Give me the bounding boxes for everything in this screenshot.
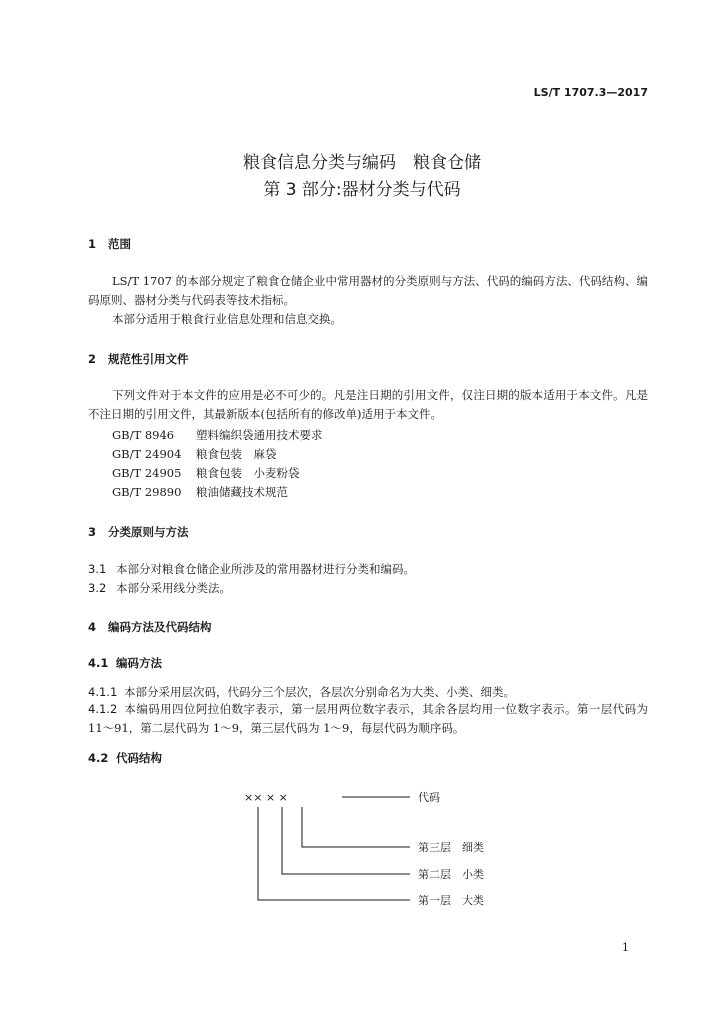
paragraph: 下列文件对于本文件的应用是必不可少的。凡是注日期的引用文件，仅注日期的版本适用于本文件。凡是不注日期的引用文件，其最新版本(包括所有的修改单)适用于本文件。 [88,388,648,421]
section-title: 范围 [108,237,132,251]
section-number: 1 [88,237,97,251]
paragraph: 本部分适用于粮食行业信息处理和信息交换。 [112,312,342,326]
clause-number: 4.1.2 [88,702,118,716]
section-heading [88,619,212,635]
document-subtitle: 第 3 部分:器材分类与代码 [263,180,461,200]
section-number: 4 [88,620,97,634]
level3-connector [302,807,410,847]
level2-connector [282,807,410,874]
section-heading [88,236,131,252]
section-heading [88,351,189,367]
subsection-number: 4.1 [88,656,109,670]
clause-item [88,580,231,596]
code-structure-diagram [230,785,490,910]
document-title: 粮食信息分类与编码 粮食仓储 [243,153,481,173]
reference-code: GB/T 29890 [112,485,182,499]
reference-title: 粮油储藏技术规范 [196,485,288,499]
subsection-title: 编码方法 [116,656,162,670]
paragraph: LS/T 1707 的本部分规定了粮食仓储企业中常用器材的分类原则与方法、代码的编码方法、代码结构、编码原则、器材分类与代码表等技术指标。 [88,274,648,307]
clause-item [88,561,415,577]
subsection-number: 4.2 [88,751,109,765]
reference-item [112,427,323,443]
clause-number: 3.1 [88,562,107,576]
clause-number: 3.2 [88,581,107,595]
subsection-title: 代码结构 [116,751,162,765]
clause-text: 本部分采用线分类法。 [116,581,231,595]
section-title: 规范性引用文件 [108,352,189,366]
reference-item [112,465,300,481]
clause-text: 本部分对粮食仓储企业所涉及的常用器材进行分类和编码。 [116,562,415,576]
section-number: 2 [88,352,97,366]
clause-text: 本部分采用层次码，代码分三个层次，各层次分别命名为大类、小类、细类。 [124,685,515,699]
standard-code: LS/T 1707.3—2017 [533,86,648,99]
code-label: 代码 [418,791,440,804]
level2-label: 第二层 小类 [418,868,484,881]
section-title: 编码方法及代码结构 [108,620,212,634]
level1-connector [258,807,410,900]
section-number: 3 [88,525,97,539]
reference-item [112,484,288,500]
reference-title: 粮食包装 小麦粉袋 [196,466,300,480]
reference-code: GB/T 8946 [112,428,175,442]
level3-label: 第三层 细类 [418,841,484,854]
level1-label: 第一层 大类 [418,894,484,907]
reference-item [112,446,277,462]
clause-item [88,684,515,700]
clause-item [88,700,648,738]
code-symbols: ×× × × [244,791,288,804]
subsection-heading [88,655,162,671]
page-number: 1 [622,941,629,954]
clause-number: 4.1.1 [88,685,118,699]
reference-code: GB/T 24905 [112,466,182,480]
section-heading [88,524,189,540]
reference-title: 塑料编织袋通用技术要求 [196,428,323,442]
section-title: 分类原则与方法 [108,525,189,539]
reference-code: GB/T 24904 [112,447,182,461]
clause-text: 本编码用四位阿拉伯数字表示，第一层用两位数字表示，其余各层均用一位数字表示。第一层代码为 11～91，第二层代码为 1～9，第三层代码为 1～9，每层代码为顺序码。 [88,702,648,735]
subsection-heading [88,750,162,766]
reference-title: 粮食包装 麻袋 [196,447,277,461]
